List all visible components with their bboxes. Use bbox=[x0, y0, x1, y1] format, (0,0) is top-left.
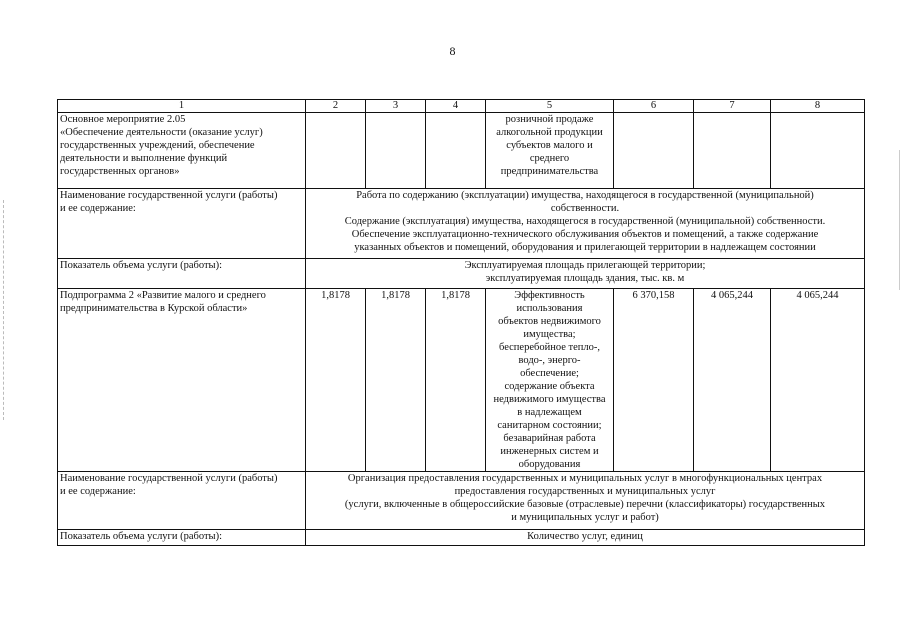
main-event-col2 bbox=[306, 113, 366, 189]
subprogram-value-8: 4 065,244 bbox=[771, 289, 865, 472]
main-event-col4 bbox=[426, 113, 486, 189]
service-name-row-1 bbox=[58, 189, 865, 259]
volume-label-2: Показатель объема услуги (работы): bbox=[58, 530, 306, 546]
volume-row-2 bbox=[58, 530, 865, 546]
scan-margin-marks bbox=[3, 200, 6, 420]
col-header-7: 7 bbox=[694, 100, 771, 113]
main-event-col8 bbox=[771, 113, 865, 189]
col-header-4: 4 bbox=[426, 100, 486, 113]
service-name-text-2: Организация предоставления государственных и муниципальных услуг в многофункциональных центрах предоставления государственных и муниципальных услуг (услуги, включенные в общероссийские базовые (отраслевые) перечни (классификаторы) государственных и муниципальных услуг и работ) bbox=[306, 472, 865, 530]
subprogram-value-6: 6 370,158 bbox=[614, 289, 694, 472]
subprogram-indicator: Эффективность использования объектов недвижимого имущества; бесперебойное тепло-, водо-, энерго- обеспечение; содержание объекта недвижимого имущества в надлежащем санитарном состоянии; безаварийная работа инженерных систем и оборудования bbox=[486, 289, 614, 472]
main-event-indicator: розничной продаже алкогольной продукции субъектов малого и среднего предпринимательства bbox=[486, 113, 614, 189]
service-name-row-2 bbox=[58, 472, 865, 530]
main-event-col6 bbox=[614, 113, 694, 189]
main-event-col3 bbox=[366, 113, 426, 189]
service-name-label-1: Наименование государственной услуги (работы) и ее содержание: bbox=[58, 189, 306, 259]
subprogram-value-7: 4 065,244 bbox=[694, 289, 771, 472]
col-header-5: 5 bbox=[486, 100, 614, 113]
subprogram-value-2: 1,8178 bbox=[306, 289, 366, 472]
subprogram-row bbox=[58, 289, 865, 472]
service-name-label-2: Наименование государственной услуги (работы) и ее содержание: bbox=[58, 472, 306, 530]
main-event-title: Основное мероприятие 2.05 «Обеспечение деятельности (оказание услуг) государственных учреждений, обеспечение деятельности и выполнение функций государственных органов» bbox=[58, 113, 306, 189]
volume-label-1: Показатель объема услуги (работы): bbox=[58, 259, 306, 289]
scan-right-edge bbox=[899, 150, 900, 290]
main-event-row bbox=[58, 113, 865, 189]
subprogram-value-4: 1,8178 bbox=[426, 289, 486, 472]
volume-text-2: Количество услуг, единиц bbox=[306, 530, 865, 546]
col-header-6: 6 bbox=[614, 100, 694, 113]
page-number: 8 bbox=[449, 44, 456, 58]
col-header-3: 3 bbox=[366, 100, 426, 113]
indicators-table bbox=[57, 99, 865, 546]
subprogram-title: Подпрограмма 2 «Развитие малого и среднего предпринимательства в Курской области» bbox=[58, 289, 306, 472]
service-name-text-1: Работа по содержанию (эксплуатации) имущества, находящегося в государственной (муниципальной) собственности. Содержание (эксплуатация) имущества, находящегося в государственной (муниципальной) собственности. Обеспечение эксплуатационно-технического обслуживания объектов и помещений, а также содержание указанных объектов и помещений, оборудования и прилегающей территории в надлежащем состоянии bbox=[306, 189, 865, 259]
subprogram-value-3: 1,8178 bbox=[366, 289, 426, 472]
col-header-8: 8 bbox=[771, 100, 865, 113]
volume-text-1: Эксплуатируемая площадь прилегающей территории; эксплуатируемая площадь здания, тыс. кв. м bbox=[306, 259, 865, 289]
header-row bbox=[58, 100, 865, 113]
col-header-1: 1 bbox=[58, 100, 306, 113]
col-header-2: 2 bbox=[306, 100, 366, 113]
volume-row-1 bbox=[58, 259, 865, 289]
main-event-col7 bbox=[694, 113, 771, 189]
